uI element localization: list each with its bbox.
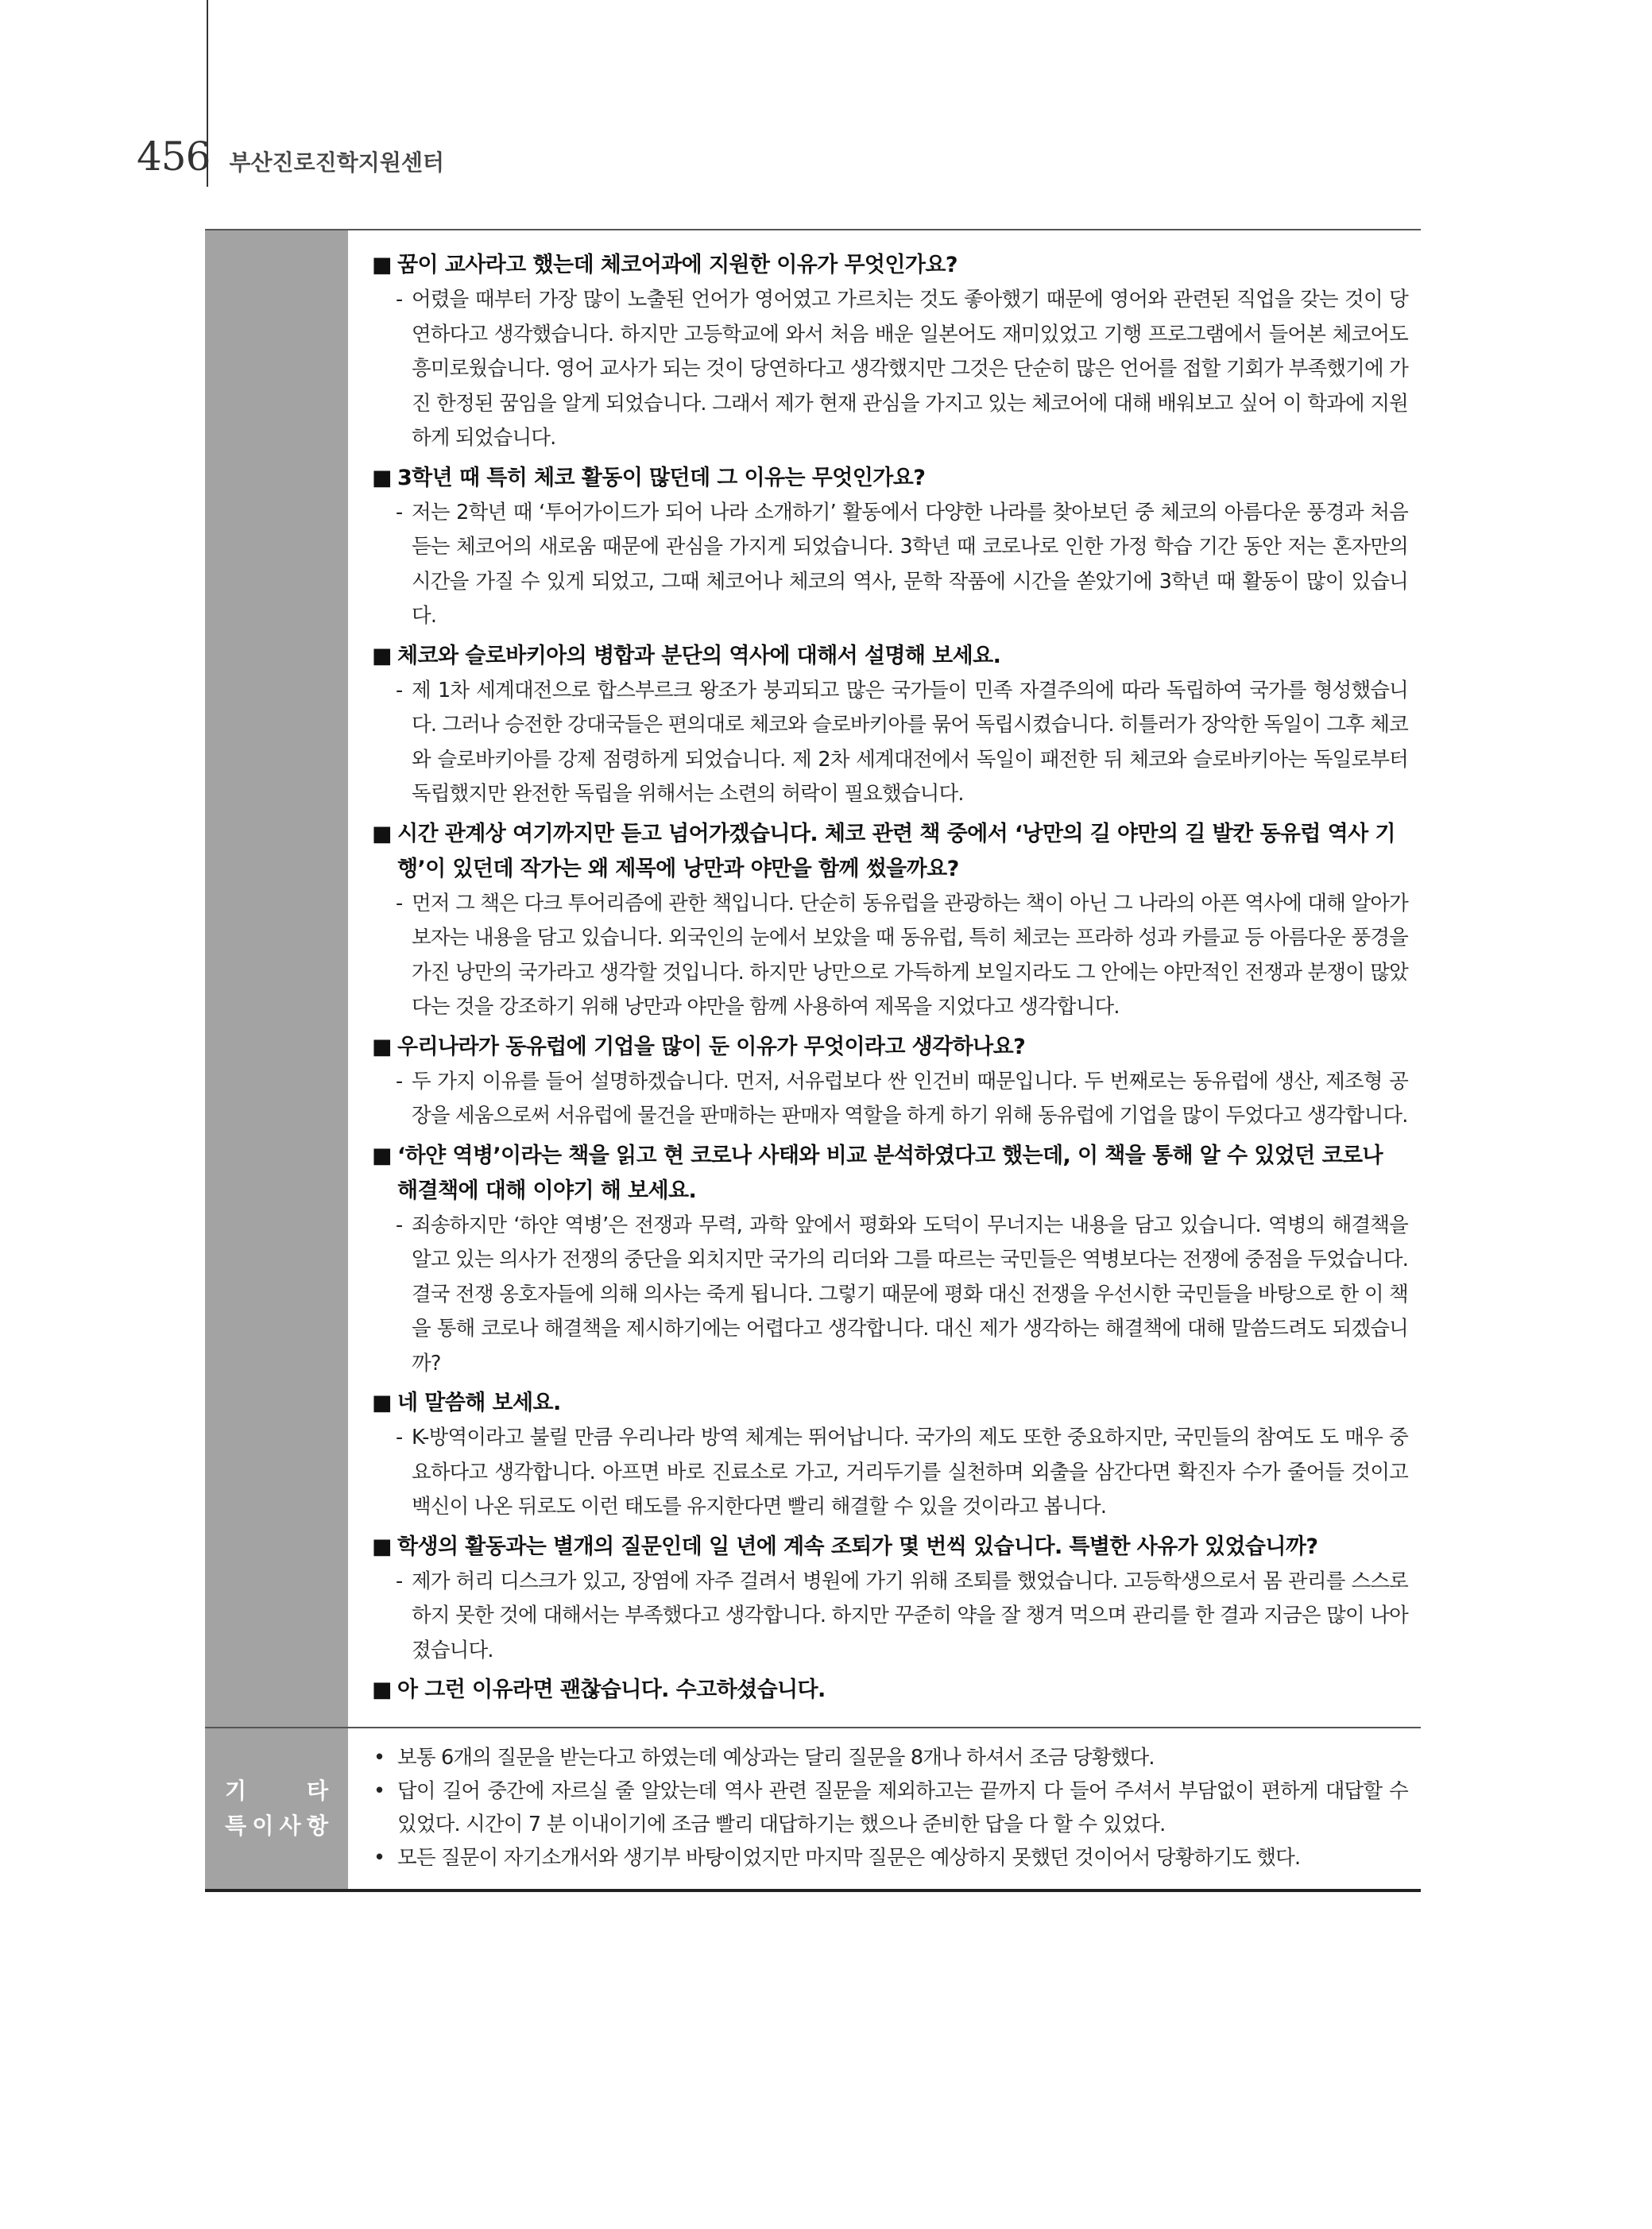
qa-item: [372, 639, 1408, 812]
notes-label-char: 기: [225, 1778, 247, 1804]
answer: - 제가 허리 디스크가 있고, 장염에 자주 걸려서 병원에 가기 위해 조퇴를 했었습니다. 고등학생으로서 몸 관리를 스스로 하지 못한 것에 대해서는 부족했다고 생각합니다. 하지만 꾸준히 약을 잘 챙겨 먹으며 관리를 한 결과 지금은 많이 나아졌습니다.: [372, 1565, 1408, 1669]
page-number: 456: [137, 134, 211, 180]
notes-label-char: 특: [225, 1813, 247, 1839]
page-header: [137, 134, 444, 180]
answer: - 저는 2학년 때 ‘투어가이드가 되어 나라 소개하기’ 활동에서 다양한 나라를 찾아보던 중 체코의 아름다운 풍경과 처음 듣는 체코어의 새로움 때문에 관심을 가지게 되었습니다. 3학년 때 코로나로 인한 가정 학습 기간 동안 저는 혼자만의 시간을 가질 수 있게 되었고, 그때 체코어나 체코의 역사, 문학 작품에 시간을 쏟았기에 3학년 때 활동이 많이 있습니다.: [372, 496, 1408, 634]
note-item: • 답이 길어 중간에 자르실 줄 알았는데 역사 관련 질문을 제외하고는 끝까지 다 들어 주셔서 부담없이 편하게 대답할 수 있었다. 시간이 7 분 이내이기에 조금 빨리 대답하기는 했으나 준비한 답을 다 할 수 있었다.: [372, 1774, 1408, 1841]
question: ■ 우리나라가 동유럽에 기업을 많이 둔 이유가 무엇이라고 생각하나요?: [372, 1030, 1408, 1065]
qa-item: [372, 1030, 1408, 1134]
qa-item: [372, 248, 1408, 456]
qa-item: [372, 461, 1408, 634]
question: ■ 시간 관계상 여기까지만 듣고 넘어가겠습니다. 체코 관련 책 중에서 ‘낭만의 길 야만의 길 발칸 동유럽 역사 기행’이 있던데 작가는 왜 제목에 낭만과 야만을 함께 썼을까요?: [372, 817, 1408, 887]
notes-label: [225, 1774, 328, 1844]
notes-content: [348, 1728, 1421, 1889]
interview-content: [348, 230, 1421, 1727]
question: ■ 체코와 슬로바키아의 병합과 분단의 역사에 대해서 설명해 보세요.: [372, 639, 1408, 674]
question: ■ 꿈이 교사라고 했는데 체코어과에 지원한 이유가 무엇인가요?: [372, 248, 1408, 283]
question: ■ 학생의 활동과는 별개의 질문인데 일 년에 계속 조퇴가 몇 번씩 있습니다. 특별한 사유가 있었습니까?: [372, 1530, 1408, 1565]
notes-label-char: 항: [306, 1813, 328, 1839]
notes-row: [205, 1727, 1421, 1889]
question: ■ ‘하얀 역병’이라는 책을 읽고 현 코로나 사태와 비교 분석하였다고 했는데, 이 책을 통해 알 수 있었던 코로나 해결책에 대해 이야기 해 보세요.: [372, 1139, 1408, 1209]
qa-item: [372, 1530, 1408, 1669]
question: ■ 아 그런 이유라면 괜찮습니다. 수고하셨습니다.: [372, 1673, 1408, 1708]
qa-item: [372, 1386, 1408, 1525]
qa-item: [372, 817, 1408, 1025]
qa-item: [372, 1139, 1408, 1382]
answer: - K-방역이라고 불릴 만큼 우리나라 방역 체계는 뛰어납니다. 국가의 제도 또한 중요하지만, 국민들의 참여도 도 매우 중요하다고 생각합니다. 아프면 바로 진료소로 가고, 거리두기를 실천하며 외출을 삼간다면 확진자 수가 줄어들 것이고 백신이 나온 뒤로도 이런 태도를 유지한다면 빨리 해결할 수 있을 것이라고 봅니다.: [372, 1421, 1408, 1525]
notes-label-cell: [205, 1728, 348, 1889]
answer: - 죄송하지만 ‘하얀 역병’은 전쟁과 무력, 과학 앞에서 평화와 도덕이 무너지는 내용을 담고 있습니다. 역병의 해결책을 알고 있는 의사가 전쟁의 중단을 외치지만 국가의 리더와 그를 따르는 국민들은 역병보다는 전쟁에 중점을 두었습니다. 결국 전쟁 옹호자들에 의해 의사는 죽게 됩니다. 그렇기 때문에 평화 대신 전쟁을 우선시한 국민들을 바탕으로 한 이 책을 통해 코로나 해결책을 제시하기에는 어렵다고 생각합니다. 대신 제가 생각하는 해결책에 대해 말씀드려도 되겠습니까?: [372, 1209, 1408, 1382]
question: ■ 네 말씀해 보세요.: [372, 1386, 1408, 1421]
notes-label-char: 타: [306, 1778, 328, 1804]
qa-item: [372, 1673, 1408, 1708]
question: ■ 3학년 때 특히 체코 활동이 많던데 그 이유는 무엇인가요?: [372, 461, 1408, 496]
interview-row: [205, 230, 1421, 1727]
interview-label-cell: [205, 230, 348, 1727]
center-name: 부산진로진학지원센터: [229, 149, 444, 176]
notes-label-char: 사: [279, 1813, 301, 1839]
answer: - 두 가지 이유를 들어 설명하겠습니다. 먼저, 서유럽보다 싼 인건비 때문입니다. 두 번째로는 동유럽에 생산, 제조형 공장을 세움으로써 서유럽에 물건을 판매하는 판매자 역할을 하게 하기 위해 동유럽에 기업을 많이 두었다고 생각합니다.: [372, 1065, 1408, 1134]
answer: - 먼저 그 책은 다크 투어리즘에 관한 책입니다. 단순히 동유럽을 관광하는 책이 아닌 그 나라의 아픈 역사에 대해 알아가 보자는 내용을 담고 있습니다. 외국인의 눈에서 보았을 때 동유럽, 특히 체코는 프라하 성과 카를교 등 아름다운 풍경을 가진 낭만의 국가라고 생각할 것입니다. 하지만 낭만으로 가득하게 보일지라도 그 안에는 야만적인 전쟁과 분쟁이 많았다는 것을 강조하기 위해 낭만과 야만을 함께 사용하여 제목을 지었다고 생각합니다.: [372, 887, 1408, 1025]
notes-label-char: 이: [252, 1813, 274, 1839]
answer: - 어렸을 때부터 가장 많이 노출된 언어가 영어였고 가르치는 것도 좋아했기 때문에 영어와 관련된 직업을 갖는 것이 당연하다고 생각했습니다. 하지만 고등학교에 와서 처음 배운 일본어도 재미있었고 기행 프로그램에서 들어본 체코어도 흥미로웠습니다. 영어 교사가 되는 것이 당연하다고 생각했지만 그것은 단순히 많은 언어를 접할 기회가 부족했기에 가진 한정된 꿈임을 알게 되었습니다. 그래서 제가 현재 관심을 가지고 있는 체코어에 대해 배워보고 싶어 이 학과에 지원하게 되었습니다.: [372, 283, 1408, 456]
answer: - 제 1차 세계대전으로 합스부르크 왕조가 붕괴되고 많은 국가들이 민족 자결주의에 따라 독립하여 국가를 형성했습니다. 그러나 승전한 강대국들은 편의대로 체코와 슬로바키아를 묶어 독립시켰습니다. 히틀러가 장악한 독일이 그후 체코와 슬로바키아를 강제 점령하게 되었습니다. 제 2차 세계대전에서 독일이 패전한 뒤 체코와 슬로바키아는 독일로부터 독립했지만 완전한 독립을 위해서는 소련의 허락이 필요했습니다.: [372, 674, 1408, 812]
interview-table: [205, 229, 1421, 1892]
note-item: • 모든 질문이 자기소개서와 생기부 바탕이었지만 마지막 질문은 예상하지 못했던 것이어서 당황하기도 했다.: [372, 1841, 1408, 1875]
note-item: • 보통 6개의 질문을 받는다고 하였는데 예상과는 달리 질문을 8개나 하셔서 조금 당황했다.: [372, 1741, 1408, 1774]
